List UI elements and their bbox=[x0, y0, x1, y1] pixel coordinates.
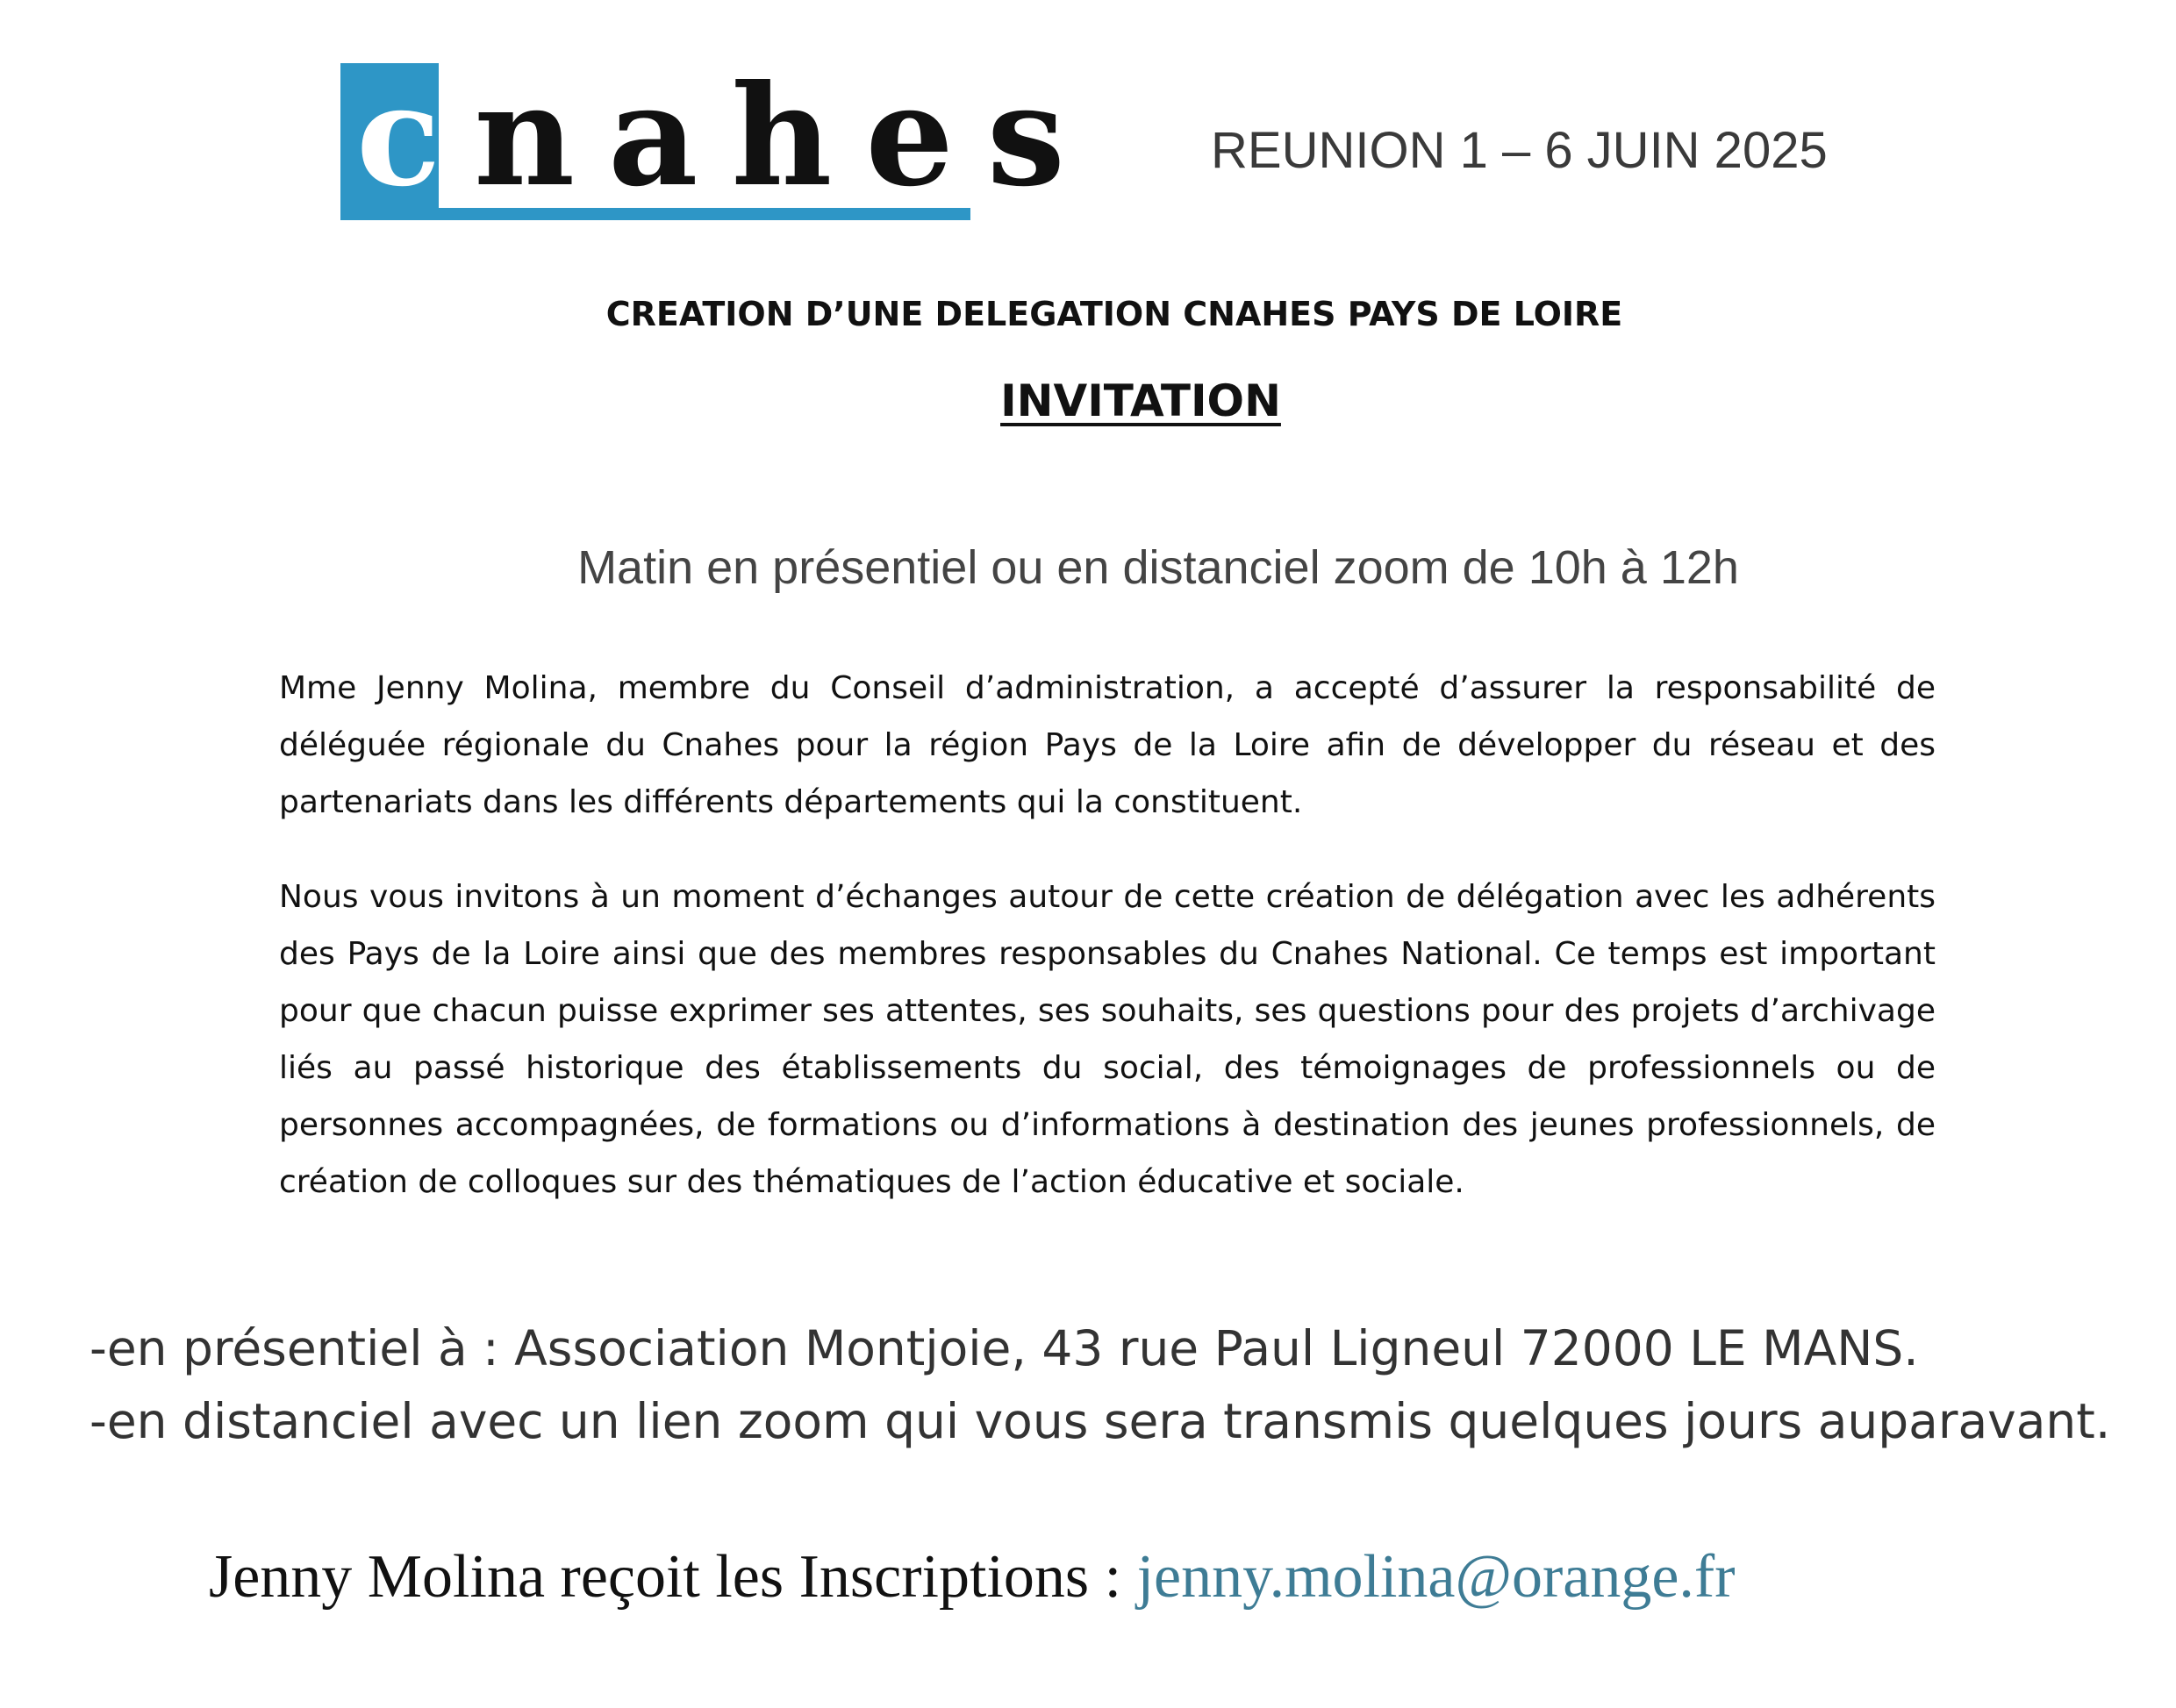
schedule-line: Matin en présentiel ou en distanciel zoom de 10h à 12h bbox=[577, 541, 1739, 594]
inscriptions-line bbox=[209, 1542, 1736, 1612]
invitation-heading: INVITATION bbox=[1000, 375, 1281, 426]
contact-email-link[interactable]: jenny.molina@orange.fr bbox=[1136, 1543, 1736, 1611]
invitation-paragraph: Nous vous invitons à un moment d’échanges autour de cette création de délégation avec les adhérents des Pays de la Loire ainsi que des membres responsables du Cnahes National. Ce temps est important pour que chacun puisse exprimer ses attentes, ses souhaits, ses questions pour des projets d’archivage liés au passé historique des établissements du social, des témoignages de professionnels ou de personnes accompagnées, de formations ou d’informations à destination des jeunes professionnels, de création de colloques sur des thématiques de l’action éducative et sociale. bbox=[279, 879, 1936, 1200]
location-presentiel: -en présentiel à : Association Montjoie, 43 rue Paul Ligneul 72000 LE MANS. bbox=[89, 1320, 1919, 1376]
logo-letters: nahes bbox=[474, 55, 1099, 218]
document-title: CREATION D’UNE DELEGATION CNAHES PAYS DE LOIRE bbox=[605, 295, 1623, 333]
meeting-date-heading: REUNION 1 – 6 JUIN 2025 bbox=[1211, 122, 1828, 179]
inscriptions-label: Jenny Molina reçoit les Inscriptions : bbox=[209, 1543, 1137, 1611]
logo-letter-c: c bbox=[356, 55, 475, 218]
logo-wordmark bbox=[356, 55, 1099, 218]
cnahes-logo bbox=[340, 55, 1099, 221]
location-distanciel: -en distanciel avec un lien zoom qui vous sera transmis quelques jours auparavant. bbox=[89, 1393, 2111, 1449]
intro-paragraph: Mme Jenny Molina, membre du Conseil d’administration, a accepté d’assurer la responsabilité de déléguée régionale du Cnahes pour la région Pays de la Loire afin de développer du réseau et des partenariats dans les différents départements qui la constituent. bbox=[279, 670, 1936, 820]
